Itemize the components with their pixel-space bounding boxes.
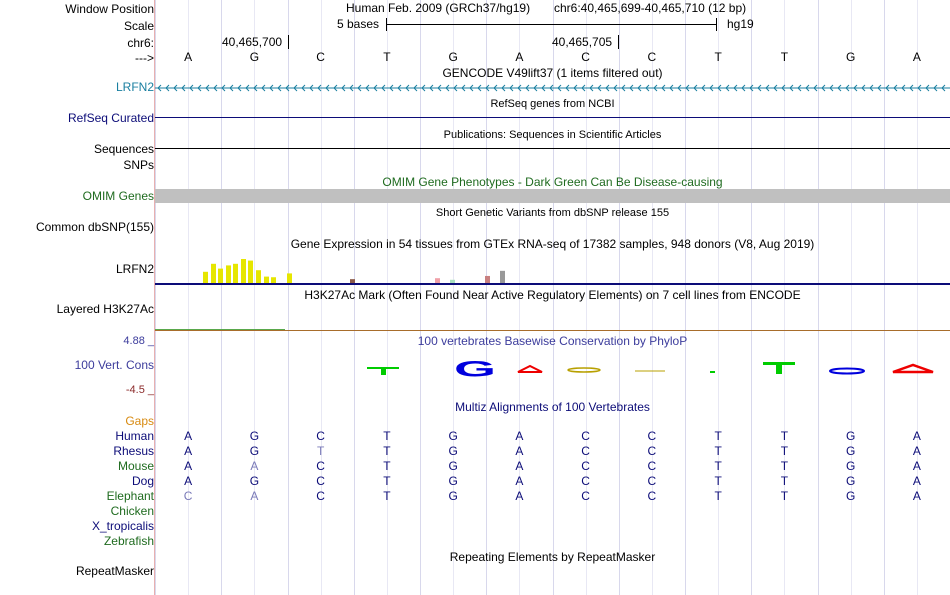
- alignment-base: T: [383, 444, 391, 458]
- refseq-track-title[interactable]: RefSeq genes from NCBI: [490, 98, 615, 110]
- gtex-tissue-bar[interactable]: [203, 272, 208, 283]
- gtex-tissue-bar[interactable]: [500, 271, 505, 283]
- refseq-feature[interactable]: [155, 117, 950, 118]
- phylop-max-label: 4.88 _: [123, 335, 154, 347]
- logo-letter-g-11: [830, 369, 864, 374]
- dbsnp-track-label[interactable]: Common dbSNP(155): [35, 220, 154, 234]
- h3k27ac-track-title[interactable]: H3K27Ac Mark (Often Found Near Active Regulatory Elements) on 7 cell lines from ENCODE: [304, 288, 801, 302]
- alignment-base: T: [714, 459, 722, 473]
- alignment-base: A: [912, 444, 921, 458]
- scale-label: Scale: [123, 19, 154, 33]
- base-letter: T: [714, 50, 722, 64]
- gtex-tissue-bar[interactable]: [248, 261, 253, 283]
- gtex-baseline: [155, 283, 950, 285]
- alignment-base: T: [780, 429, 789, 443]
- gtex-tissue-bar[interactable]: [485, 276, 490, 283]
- gtex-tissue-bar[interactable]: [256, 270, 261, 283]
- h3k27ac-signal: [155, 330, 950, 331]
- refseq-track-label[interactable]: RefSeq Curated: [67, 111, 154, 125]
- omim-feature[interactable]: [155, 189, 950, 203]
- alignment-base: T: [383, 489, 391, 503]
- alignment-base: A: [250, 489, 259, 503]
- gtex-tissue-bar[interactable]: [211, 264, 216, 283]
- gtex-expression-bars[interactable]: [155, 252, 950, 286]
- logo-letter-a-12: [893, 365, 933, 372]
- scale-bar-left-tick: [386, 18, 387, 31]
- phylop-track-title[interactable]: 100 vertebrates Basewise Conservation by PhyloP: [417, 334, 688, 348]
- alignment-base: T: [316, 444, 325, 458]
- alignment-base: C: [647, 429, 657, 443]
- db-label: hg19: [727, 17, 754, 31]
- alignment-base: G: [448, 474, 458, 488]
- gtex-tissue-bar[interactable]: [241, 259, 246, 283]
- h3k27ac-signal-overlay: [155, 329, 285, 330]
- alignment-base: T: [383, 474, 391, 488]
- position-readout[interactable]: chr6:40,465,699-40,465,710 (12 bp): [554, 1, 747, 15]
- alignment-base: G: [448, 489, 458, 503]
- alignment-base: A: [184, 429, 193, 443]
- logo-letter-g-5: G: [454, 356, 496, 382]
- alignment-base: C: [581, 489, 590, 503]
- alignment-base: T: [780, 489, 789, 503]
- alignment-base: A: [912, 429, 921, 443]
- species-label-mouse[interactable]: Mouse: [117, 459, 154, 473]
- alignment-base: A: [515, 459, 524, 473]
- base-letter: A: [184, 50, 193, 64]
- alignment-base: C: [316, 429, 325, 443]
- gtex-tissue-bar[interactable]: [226, 265, 231, 283]
- repeatmasker-track-label[interactable]: RepeatMasker: [75, 564, 154, 578]
- species-label-human[interactable]: Human: [115, 429, 154, 443]
- coordinate-tick-1: [288, 35, 289, 49]
- alignment-base: T: [714, 474, 722, 488]
- alignment-base: C: [316, 489, 325, 503]
- logo-letter-a-6: [518, 366, 542, 372]
- base-letter: T: [780, 50, 789, 64]
- species-label-x_tropicalis[interactable]: X_tropicalis: [91, 519, 154, 533]
- base-letter: C: [647, 50, 657, 64]
- alignment-base: C: [183, 489, 193, 503]
- gtex-tissue-bar[interactable]: [287, 273, 292, 283]
- alignment-base: A: [912, 474, 921, 488]
- alignment-base: C: [581, 459, 590, 473]
- alignment-base: A: [515, 489, 524, 503]
- alignment-base: C: [647, 489, 657, 503]
- gtex-tissue-bar[interactable]: [233, 264, 238, 283]
- scale-bar: [386, 24, 716, 25]
- species-label-elephant[interactable]: Elephant: [106, 489, 154, 503]
- base-letter: C: [316, 50, 325, 64]
- alignment-base: T: [714, 489, 722, 503]
- phylop-logo[interactable]: [155, 340, 950, 390]
- alignment-base: T: [780, 474, 789, 488]
- dbsnp-track-title[interactable]: Short Genetic Variants from dbSNP release 155: [435, 207, 670, 219]
- chrom-label: chr6:: [127, 36, 154, 50]
- omim-track-label[interactable]: OMIM Genes: [82, 189, 154, 203]
- logo-letter-c-7: [568, 368, 600, 372]
- gtex-gene-label[interactable]: LRFN2: [115, 262, 154, 276]
- alignment-base: A: [184, 474, 193, 488]
- alignment-base: G: [845, 489, 856, 503]
- omim-track-title[interactable]: OMIM Gene Phenotypes - Dark Green Can Be Disease-causing: [382, 175, 723, 189]
- alignment-base: T: [383, 459, 391, 473]
- alignment-base: A: [515, 429, 524, 443]
- alignment-base: C: [647, 474, 657, 488]
- strand-arrow-label: --->: [135, 51, 154, 65]
- species-label-zebrafish[interactable]: Zebrafish: [103, 534, 154, 548]
- alignment-base: A: [184, 444, 193, 458]
- gencode-track-title[interactable]: GENCODE V49lift37 (1 items filtered out): [442, 66, 663, 80]
- logo-letter-t-10: [763, 362, 795, 374]
- alignment-base: A: [912, 489, 921, 503]
- alignment-base: T: [383, 429, 391, 443]
- base-letter: C: [581, 50, 590, 64]
- alignment-base: G: [249, 429, 260, 443]
- base-letter: A: [912, 50, 921, 64]
- base-letter: T: [383, 50, 391, 64]
- alignment-base: C: [316, 459, 325, 473]
- base-sequence-row: [0, 50, 950, 64]
- h3k27ac-track-label[interactable]: Layered H3K27Ac: [56, 302, 154, 316]
- window-position-label: Window Position: [65, 2, 154, 16]
- alignment-base: A: [515, 474, 524, 488]
- scale-text: 5 bases: [337, 17, 380, 31]
- coordinate-label-1: 40,465,700: [222, 35, 283, 49]
- alignment-base: C: [581, 429, 590, 443]
- species-label-rhesus[interactable]: Rhesus: [113, 444, 154, 458]
- alignment-base: C: [647, 459, 657, 473]
- multiz-track-title[interactable]: Multiz Alignments of 100 Vertebrates: [455, 400, 650, 414]
- gtex-track-title[interactable]: Gene Expression in 54 tissues from GTEx RNA-seq of 17382 samples, 948 donors (V8, Aug 2019): [290, 237, 815, 251]
- species-label-chicken[interactable]: Chicken: [110, 504, 154, 518]
- coordinate-tick-2: [618, 35, 619, 49]
- alignment-base: G: [448, 459, 458, 473]
- publications-track-label[interactable]: Sequences: [93, 142, 154, 156]
- gencode-gene-label[interactable]: LRFN2: [115, 80, 154, 94]
- alignment-base: G: [249, 444, 260, 458]
- alignment-base: C: [647, 444, 657, 458]
- base-letter: G: [249, 50, 260, 64]
- alignment-base: G: [448, 444, 458, 458]
- gaps-label[interactable]: Gaps: [125, 414, 154, 428]
- logo-letter-t-9: [710, 371, 715, 373]
- alignment-base: C: [581, 474, 590, 488]
- logo-letter-t-4: [367, 367, 399, 375]
- coordinate-label-2: 40,465,705: [552, 35, 613, 49]
- alignment-base: G: [845, 474, 856, 488]
- alignment-base: C: [581, 444, 590, 458]
- species-label-dog[interactable]: Dog: [131, 474, 154, 488]
- alignment-base: A: [184, 459, 193, 473]
- assembly-name: Human Feb. 2009 (GRCh37/hg19): [346, 1, 531, 15]
- alignment-base: G: [249, 474, 260, 488]
- gtex-tissue-bar[interactable]: [218, 269, 223, 283]
- alignment-base: A: [912, 459, 921, 473]
- alignment-base: T: [780, 444, 789, 458]
- repeatmasker-track-title[interactable]: Repeating Elements by RepeatMasker: [449, 550, 656, 564]
- alignment-base: T: [780, 459, 789, 473]
- alignment-base: G: [448, 429, 458, 443]
- publications-track-title[interactable]: Publications: Sequences in Scientific Articles: [443, 129, 662, 141]
- alignment-base: C: [316, 474, 325, 488]
- alignment-base: T: [714, 444, 722, 458]
- base-letter: G: [448, 50, 458, 64]
- alignment-base: G: [845, 459, 856, 473]
- alignment-base: A: [250, 459, 259, 473]
- alignment-base: G: [845, 444, 856, 458]
- base-letter: A: [515, 50, 524, 64]
- alignment-base: G: [845, 429, 856, 443]
- phylop-track-label[interactable]: 100 Vert. Cons: [74, 358, 154, 372]
- base-letter: G: [845, 50, 856, 64]
- publications-feature[interactable]: [155, 148, 950, 149]
- gencode-gene-feature[interactable]: [155, 82, 950, 94]
- phylop-min-label: -4.5 _: [125, 384, 154, 396]
- alignment-base: A: [515, 444, 524, 458]
- alignment-base: T: [714, 429, 722, 443]
- scale-bar-right-tick: [716, 18, 717, 31]
- snps-track-label[interactable]: SNPs: [123, 158, 154, 172]
